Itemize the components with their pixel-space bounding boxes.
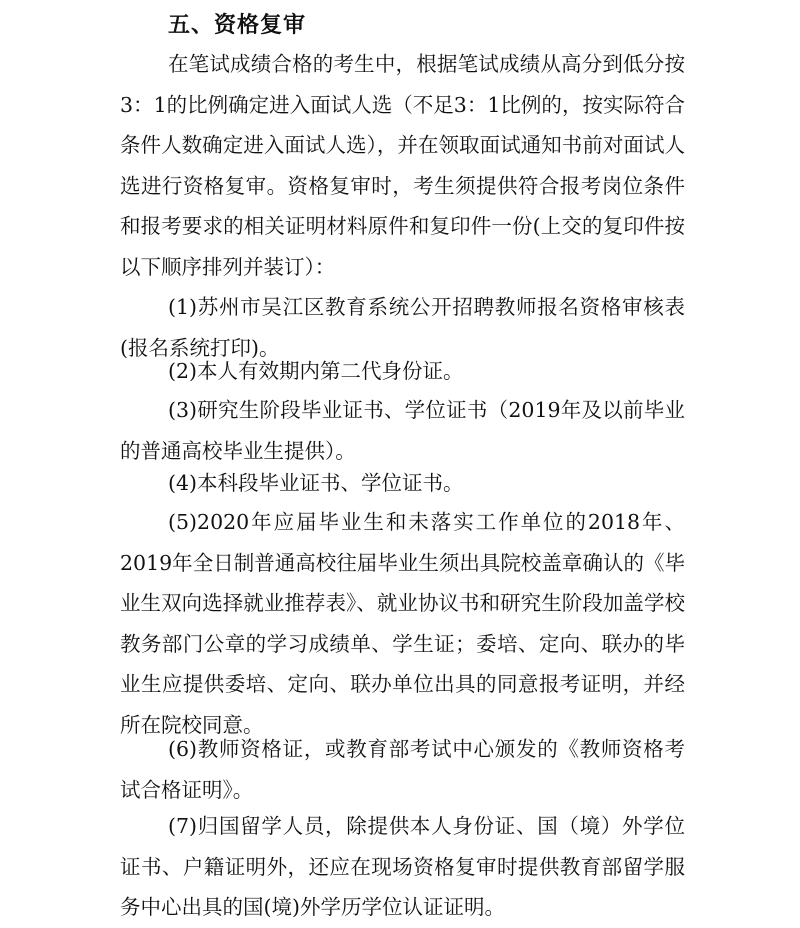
section-heading: 五、资格复审 [168, 13, 307, 38]
intro-paragraph: 在笔试成绩合格的考生中，根据笔试成绩从高分到低分按3：1的比例确定进入面试人选（不足3：1比例的，按实际符合条件人数确定进入面试人选），并在领取面试通知书前对面试人选进行资格复审。资格复审时，考生须提供符合报考岗位条件和报考要求的相关证明材料原件和复印件一份(上交的复印件按以下顺序排列并装订）： [120, 52, 685, 279]
requirement-item-1: (1)苏州市吴江区教育系统公开招聘教师报名资格审核表(报名系统打印)。 [120, 295, 685, 360]
requirement-item-2: (2)本人有效期内第二代身份证。 [168, 359, 464, 383]
requirement-item-7: (7)归国留学人员，除提供本人身份证、国（境）外学位证书、户籍证明外，还应在现场资格复审时提供教育部留学服务中心出具的国(境)外学历学位认证证明。 [120, 814, 685, 920]
requirement-item-5: (5)2020年应届毕业生和未落实工作单位的2018年、2019年全日制普通高校往届毕业生须出具院校盖章确认的《毕业生双向选择就业推荐表》、就业协议书和研究生阶段加盖学校教务部门公章的学习成绩单、学生证；委培、定向、联办的毕业生应提供委培、定向、联办单位出具的同意报考证明，并经所在院校同意。 [120, 510, 685, 737]
requirement-item-3: (3)研究生阶段毕业证书、学位证书（2019年及以前毕业的普通高校毕业生提供）。 [120, 398, 685, 463]
requirement-item-6: (6)教师资格证，或教育部考试中心颁发的《教师资格考试合格证明》。 [120, 737, 685, 802]
requirement-item-4: (4)本科段毕业证书、学位证书。 [168, 471, 464, 495]
